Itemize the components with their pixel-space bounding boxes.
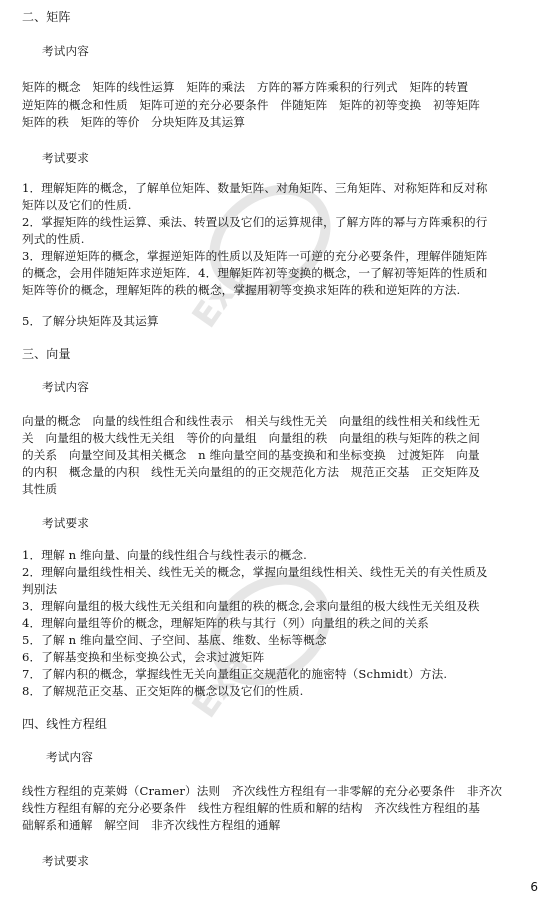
vector-req-line: 4．理解向量组等价的概念，理解矩阵的秩与其行（列）向量组的秩之间的关系 (22, 616, 429, 630)
vector-req-title: 考试要求 (42, 516, 89, 530)
vector-content-line: 关 向量组的极大线性无关组 等价的向量组 向量组的秩 向量组的秩与矩阵的秩之间 (22, 431, 481, 445)
matrix-content-line: 矩阵的概念 矩阵的线性运算 矩阵的乘法 方阵的幂方阵乘积的行列式 矩阵的转置 (22, 80, 469, 94)
page-number: 6 (530, 880, 538, 894)
linear-req-title: 考试要求 (42, 854, 89, 868)
matrix-req-line: 列式的性质. (22, 232, 85, 246)
vector-content-title: 考试内容 (42, 380, 89, 394)
vector-req-line: 8．了解规范正交基、正交矩阵的概念以及它们的性质. (22, 684, 304, 698)
matrix-req-line: 5．了解分块矩阵及其运算 (22, 314, 159, 328)
vector-req-line: 1．理解 n 维向量、向量的线性组合与线性表示的概念. (22, 548, 308, 562)
vector-req-line: 7．了解内积的概念，掌握线性无关向量组正交规范化的施密特（Schmidt）方法. (22, 667, 448, 681)
svg-text:Exa: Exa (184, 256, 257, 336)
matrix-req-line: 的概念，会用伴随矩阵求逆矩阵．4．理解矩阵初等变换的概念，一了解初等矩阵的性质和 (22, 266, 488, 280)
matrix-content-title: 考试内容 (42, 44, 89, 58)
linear-content-line: 线性方程组有解的充分必要条件 线性方程组解的性质和解的结构 齐次线性方程组的基 (22, 801, 481, 815)
matrix-req-line: 3．理解逆矩阵的概念，掌握逆矩阵的性质以及矩阵一可逆的充分必要条件，理解伴随矩阵 (22, 249, 488, 263)
svg-text:Exa: Exa (184, 646, 257, 726)
matrix-content-line: 逆矩阵的概念和性质 矩阵可逆的充分必要条件 伴随矩阵 矩阵的初等变换 初等矩阵 (22, 98, 481, 112)
linear-content-line: 线性方程组的克莱姆（Cramer）法则 齐次线性方程组有一非零解的充分必要条件 非齐次 (22, 784, 503, 798)
linear-content-line: 础解系和通解 解空间 非齐次线性方程组的通解 (22, 818, 281, 832)
vector-req-line: 2．理解向量组线性相关、线性无关的概念，掌握向量组线性相关、线性无关的有关性质及 (22, 565, 488, 579)
section-heading-linear: 四、线性方程组 (22, 717, 108, 731)
matrix-content-line: 矩阵的秩 矩阵的等价 分块矩阵及其运算 (22, 115, 246, 129)
vector-content-line: 的内积 概念量的内积 线性无关向量组的的正交规范化方法 规范正交基 正交矩阵及 (22, 465, 481, 479)
vector-content-line: 的关系 向量空间及其相关概念 n 维向量空间的基变换和和坐标变换 过渡矩阵 向量 (22, 448, 480, 462)
vector-req-line: 5．了解 n 维向量空间、子空间、基底、维数、坐标等概念 (22, 633, 327, 647)
matrix-req-line: 矩阵以及它们的性质. (22, 198, 132, 212)
vector-req-line: 判别法 (22, 582, 58, 596)
vector-req-line: 6．了解基变换和坐标变换公式，会求过渡矩阵 (22, 650, 265, 664)
matrix-req-title: 考试要求 (42, 151, 89, 165)
section-heading-vector: 三、向量 (22, 347, 71, 361)
matrix-req-line: 1．理解矩阵的概念，了解单位矩阵、数量矩阵、对角矩阵、三角矩阵、对称矩阵和反对称 (22, 181, 488, 195)
vector-content-line: 其性质 (22, 482, 58, 496)
section-heading-matrix: 二、矩阵 (22, 10, 71, 24)
vector-content-line: 向量的概念 向量的线性组合和线性表示 相关与线性无关 向量组的线性相关和线性无 (22, 414, 481, 428)
matrix-req-line: 2．掌握矩阵的线性运算、乘法、转置以及它们的运算规律，了解方阵的幂与方阵乘积的行 (22, 215, 488, 229)
vector-req-line: 3．理解向量组的极大线性无关组和向量组的秩的概念,会求向量组的极大线性无关组及秩 (22, 599, 480, 613)
linear-content-title: 考试内容 (46, 750, 93, 764)
matrix-req-line: 矩阵等价的概念，理解矩阵的秩的概念，掌握用初等变换求矩阵的秩和逆矩阵的方法. (22, 283, 461, 297)
